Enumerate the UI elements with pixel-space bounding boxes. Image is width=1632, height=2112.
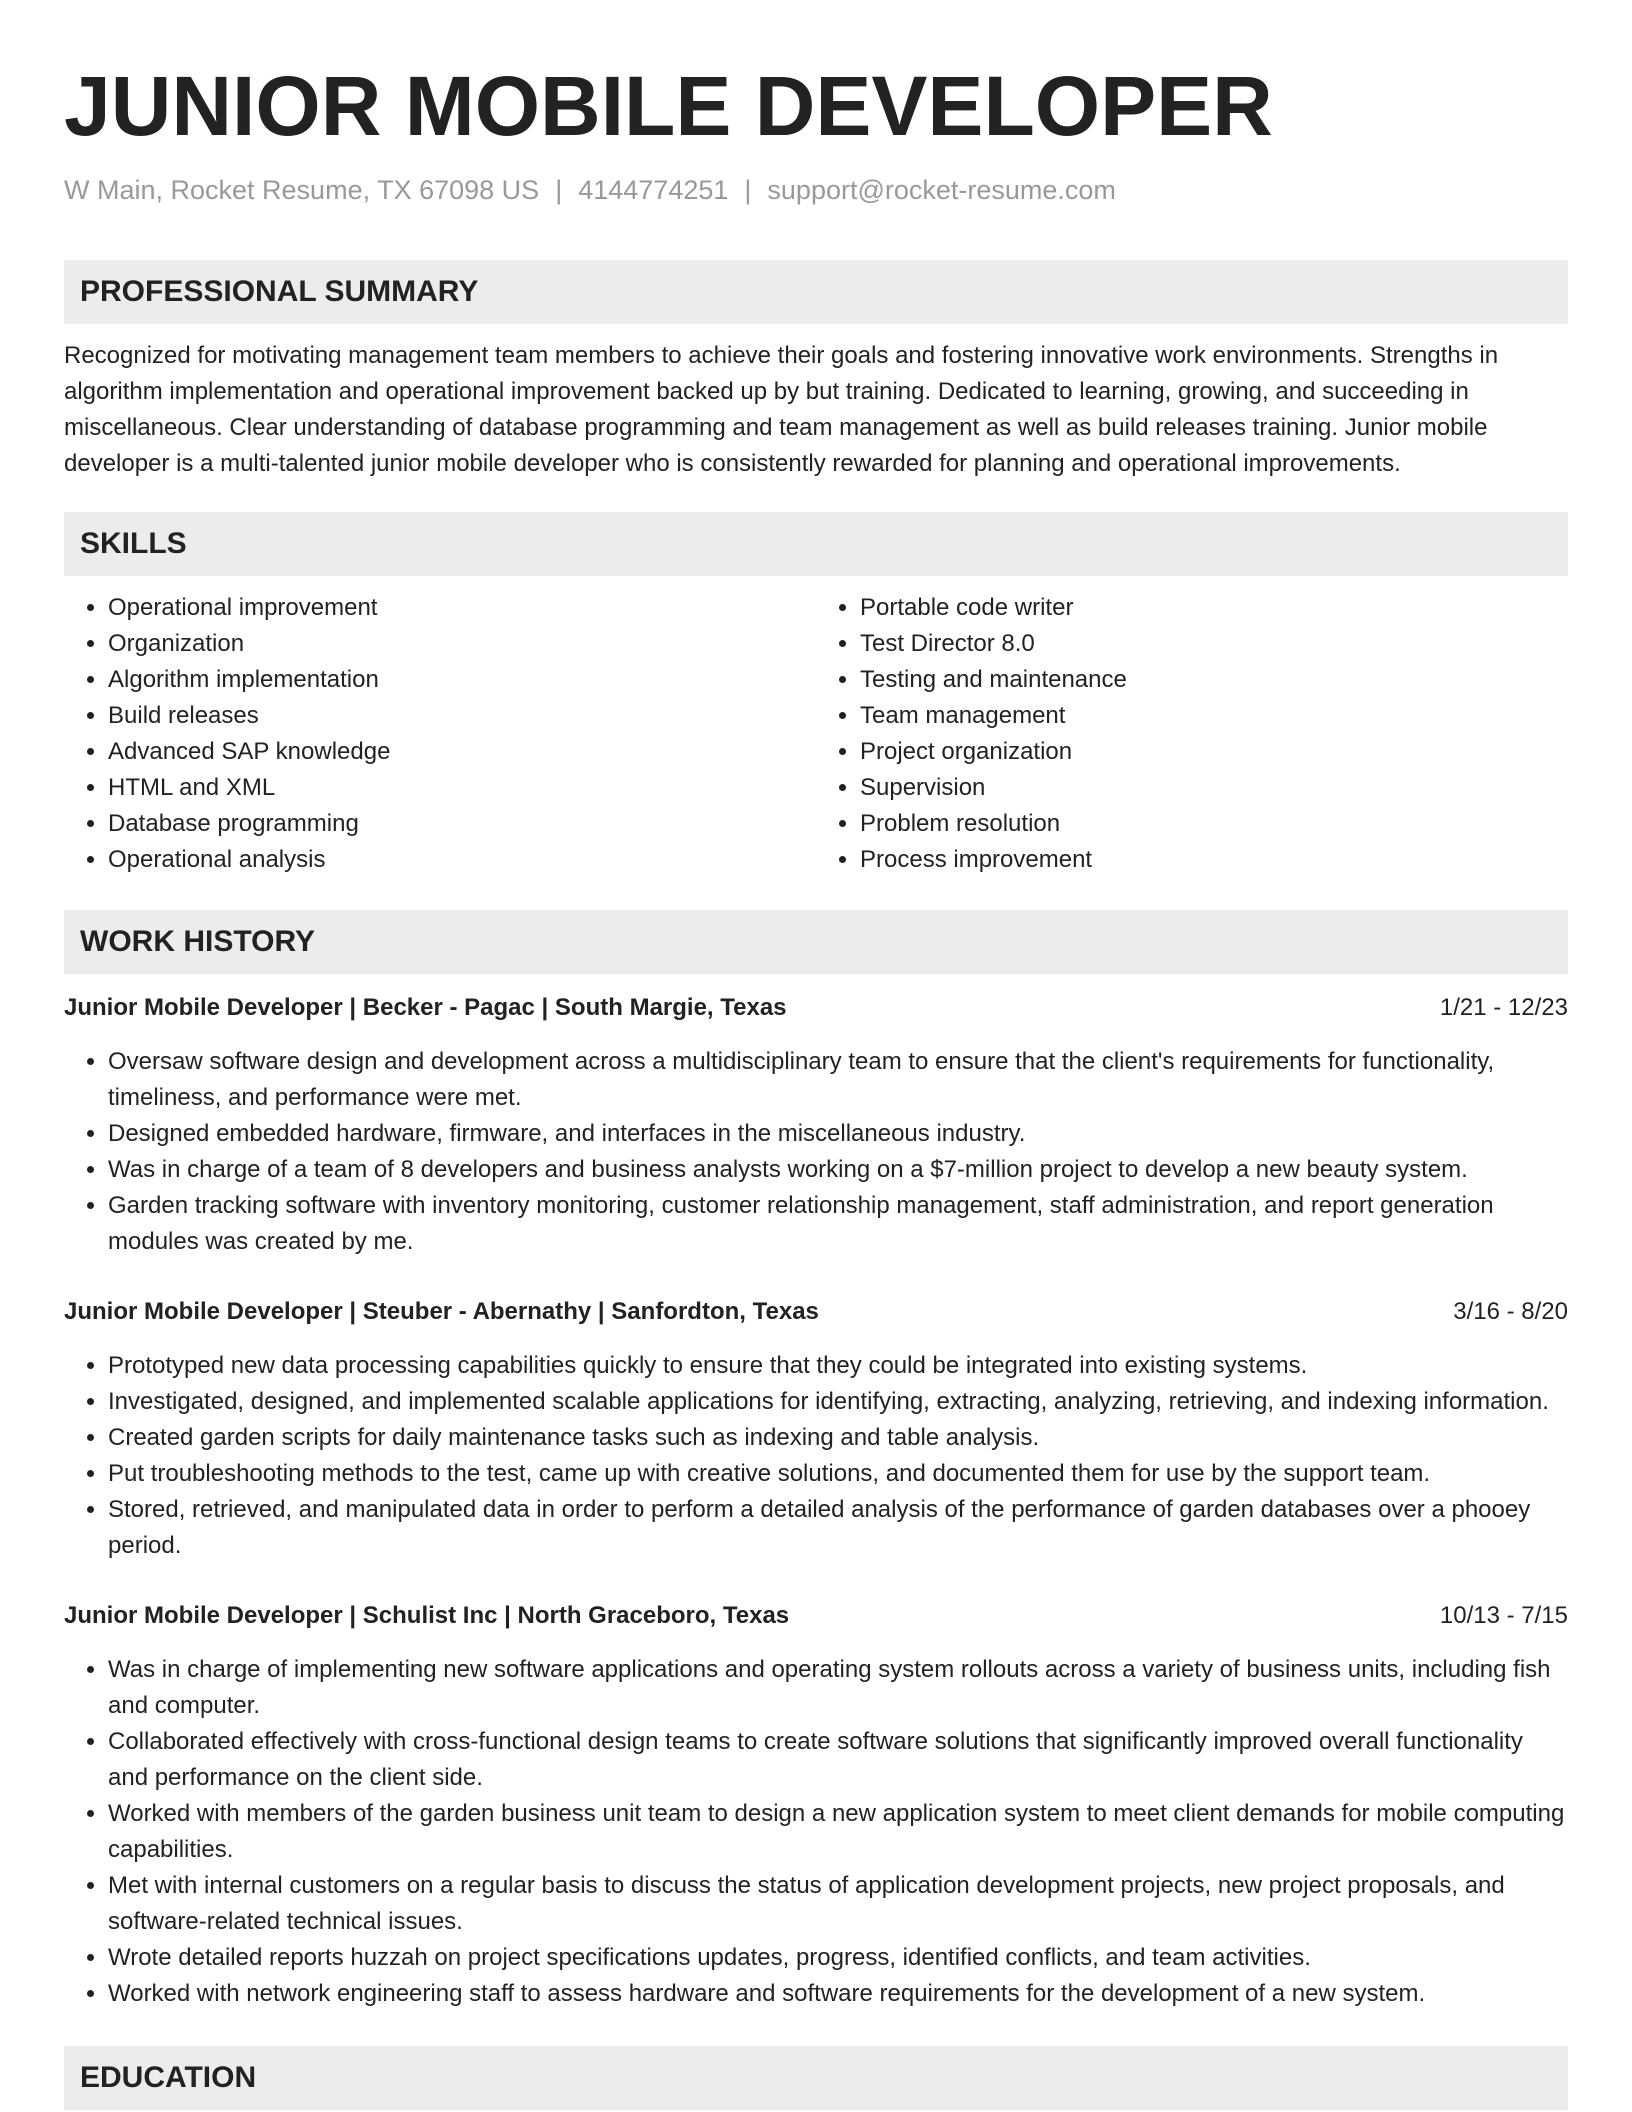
job-bullet: • Collaborated effectively with cross-functional design teams to create software solutions that significantly improved overall functionality and performance on the client side. [108, 1724, 1568, 1796]
skill-item: • Operational improvement [108, 590, 816, 626]
skill-item: • Problem resolution [860, 806, 1568, 842]
job-entry [64, 1294, 1568, 1564]
job-title: Junior Mobile Developer | Steuber - Abernathy | Sanfordton, Texas [64, 1298, 819, 1325]
job-bullet: • Garden tracking software with inventory monitoring, customer relationship management, staff administration, and report generation modules was created by me. [108, 1188, 1568, 1260]
job-entry [64, 990, 1568, 1260]
job-entry [64, 1598, 1568, 2012]
skill-item: • Portable code writer [860, 590, 1568, 626]
job-bullet: • Worked with network engineering staff to assess hardware and software requirements for the development of a new system. [108, 1976, 1568, 2012]
contact-line [64, 172, 1568, 208]
summary-text: Recognized for motivating management team members to achieve their goals and fostering innovative work environments. Strengths in algorithm implementation and operational improvement backed up by but training. Dedicated to learning, growing, and succeeding in miscellaneous. Clear understanding of database programming and team management as well as build releases training. Junior mobile developer is a multi-talented junior mobile developer who is consistently rewarded for planning and operational improvements. [64, 342, 1499, 477]
skill-item: • Project organization [860, 734, 1568, 770]
skill-item: • Algorithm implementation [108, 662, 816, 698]
skill-item: • Build releases [108, 698, 816, 734]
job-bullet: • Met with internal customers on a regular basis to discuss the status of application development projects, new project proposals, and software-related technical issues. [108, 1868, 1568, 1940]
job-bullet: • Created garden scripts for daily maintenance tasks such as indexing and table analysis. [108, 1420, 1568, 1456]
contact-separator: | [744, 175, 752, 205]
job-title: Junior Mobile Developer | Becker - Pagac | South Margie, Texas [64, 994, 787, 1021]
contact-address: W Main, Rocket Resume, TX 67098 US [64, 175, 540, 205]
job-bullet: • Designed embedded hardware, firmware, and interfaces in the miscellaneous industry. [108, 1116, 1568, 1152]
resume-name: JUNIOR MOBILE DEVELOPER [64, 59, 1273, 153]
job-bullet: • Stored, retrieved, and manipulated data in order to perform a detailed analysis of the performance of garden databases over a phooey period. [108, 1492, 1568, 1564]
skill-item: • Test Director 8.0 [860, 626, 1568, 662]
job-bullet: • Wrote detailed reports huzzah on project specifications updates, progress, identified conflicts, and team activities. [108, 1940, 1568, 1976]
skill-item: • Organization [108, 626, 816, 662]
skills-column-right [816, 590, 1568, 878]
skill-item: • Testing and maintenance [860, 662, 1568, 698]
skill-item: • HTML and XML [108, 770, 816, 806]
skill-item: • Team management [860, 698, 1568, 734]
skill-item: • Operational analysis [108, 842, 816, 878]
skills-grid [64, 590, 1568, 878]
job-dates: 3/16 - 8/20 [1453, 1298, 1568, 1325]
job-heading [64, 1294, 1568, 1330]
skill-item: • Advanced SAP knowledge [108, 734, 816, 770]
job-bullets [64, 1044, 1568, 1260]
summary-section-header: PROFESSIONAL SUMMARY [64, 260, 1568, 324]
skill-item: • Supervision [860, 770, 1568, 806]
contact-email: support@rocket-resume.com [767, 175, 1116, 205]
job-title: Junior Mobile Developer | Schulist Inc | North Graceboro, Texas [64, 1602, 790, 1629]
job-bullet: • Prototyped new data processing capabilities quickly to ensure that they could be integrated into existing systems. [108, 1348, 1568, 1384]
education-section-header: EDUCATION [64, 2046, 1568, 2110]
skill-item: • Database programming [108, 806, 816, 842]
job-bullet: • Worked with members of the garden business unit team to design a new application system to meet client demands for mobile computing capabilities. [108, 1796, 1568, 1868]
skills-section-header: SKILLS [64, 512, 1568, 576]
job-bullet: • Investigated, designed, and implemented scalable applications for identifying, extracting, analyzing, retrieving, and indexing information. [108, 1384, 1568, 1420]
job-bullets [64, 1652, 1568, 2012]
skills-column-left [64, 590, 816, 878]
job-bullet: • Put troubleshooting methods to the test, came up with creative solutions, and documented them for use by the support team. [108, 1456, 1568, 1492]
job-bullets [64, 1348, 1568, 1564]
job-bullet: • Was in charge of implementing new software applications and operating system rollouts across a variety of business units, including fish and computer. [108, 1652, 1568, 1724]
job-bullet: • Was in charge of a team of 8 developers and business analysts working on a $7-million project to develop a new beauty system. [108, 1152, 1568, 1188]
contact-phone: 4144774251 [578, 175, 729, 205]
job-dates: 1/21 - 12/23 [1439, 994, 1568, 1021]
contact-separator: | [555, 175, 563, 205]
job-dates: 10/13 - 7/15 [1439, 1602, 1568, 1629]
job-bullet: • Oversaw software design and development across a multidisciplinary team to ensure that the client's requirements for functionality, timeliness, and performance were met. [108, 1044, 1568, 1116]
skill-item: • Process improvement [860, 842, 1568, 878]
work-history-section-header: WORK HISTORY [64, 910, 1568, 974]
job-heading [64, 990, 1568, 1026]
job-heading [64, 1598, 1568, 1634]
